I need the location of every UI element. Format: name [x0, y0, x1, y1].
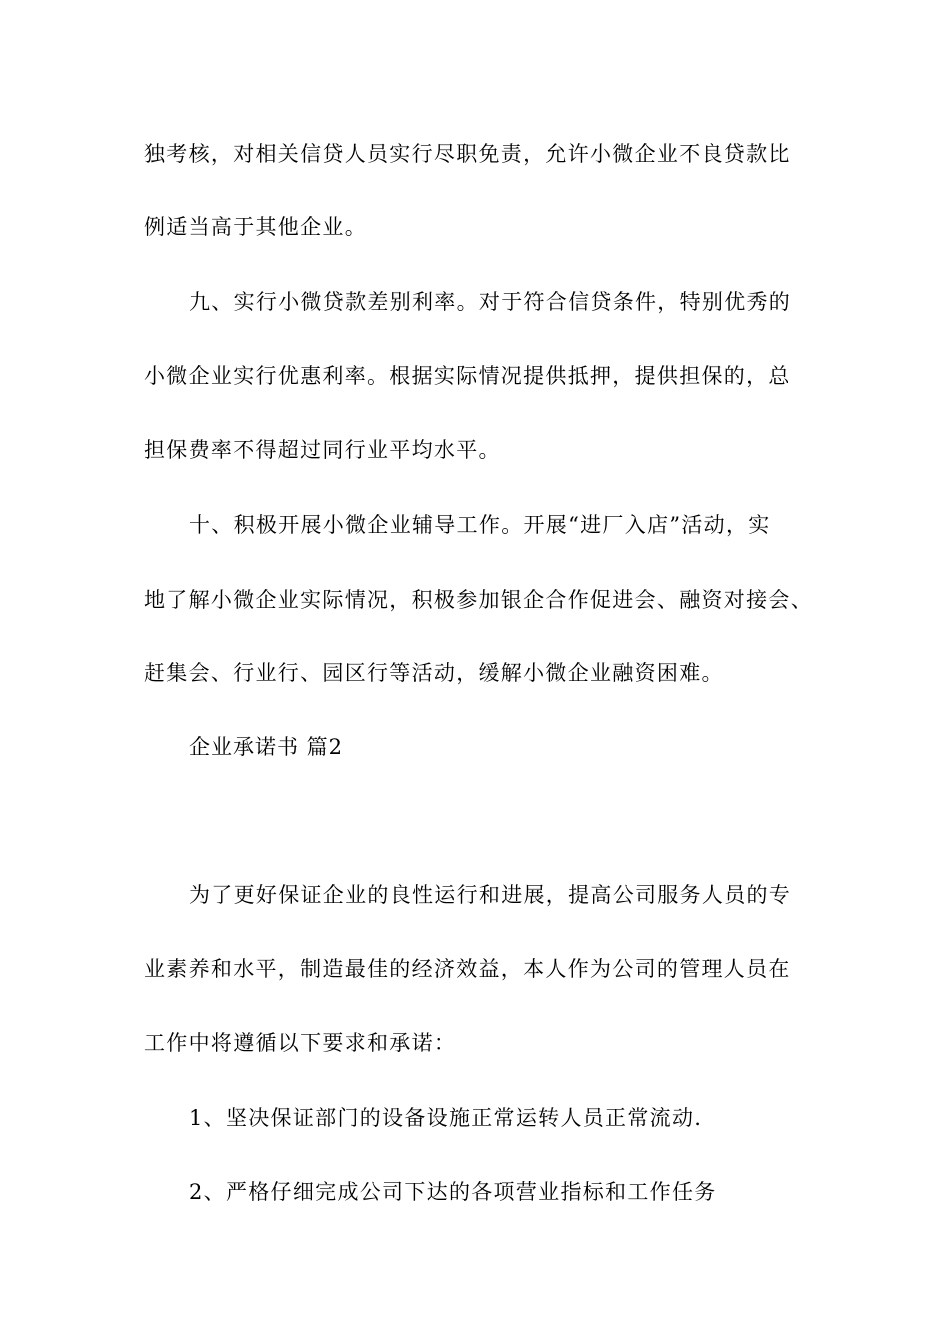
list-item: 2、严格仔细完成公司下达的各项营业指标和工作任务: [189, 1180, 717, 1204]
paragraph-line: 为了更好保证企业的良性运行和进展，提高公司服务人员的专: [189, 883, 792, 907]
paragraph-line: 地了解小微企业实际情况，积极参加银企合作促进会、融资对接会、: [144, 588, 813, 612]
paragraph-line: 业素养和水平，制造最佳的经济效益，本人作为公司的管理人员在: [144, 957, 791, 981]
paragraph-line: 担保费率不得超过同行业平均水平。: [144, 438, 501, 462]
paragraph-line: 九、实行小微贷款差别利率。对于符合信贷条件，特别优秀的: [189, 290, 792, 314]
paragraph-line: 十、积极开展小微企业辅导工作。开展“进厂入店”活动，实: [189, 513, 771, 537]
paragraph-line: 例适当高于其他企业。: [144, 215, 367, 239]
paragraph-line: 独考核，对相关信贷人员实行尽职免责，允许小微企业不良贷款比: [144, 142, 791, 166]
paragraph-line: 小微企业实行优惠利率。根据实际情况提供抵押，提供担保的，总: [144, 364, 791, 388]
paragraph-line: 工作中将遵循以下要求和承诺：: [144, 1031, 457, 1055]
list-item: 1、坚决保证部门的设备设施正常运转人员正常流动.: [189, 1106, 703, 1130]
paragraph-line: 赶集会、行业行、园区行等活动，缓解小微企业融资困难。: [144, 661, 724, 685]
section-heading: 企业承诺书 篇2: [189, 735, 344, 759]
